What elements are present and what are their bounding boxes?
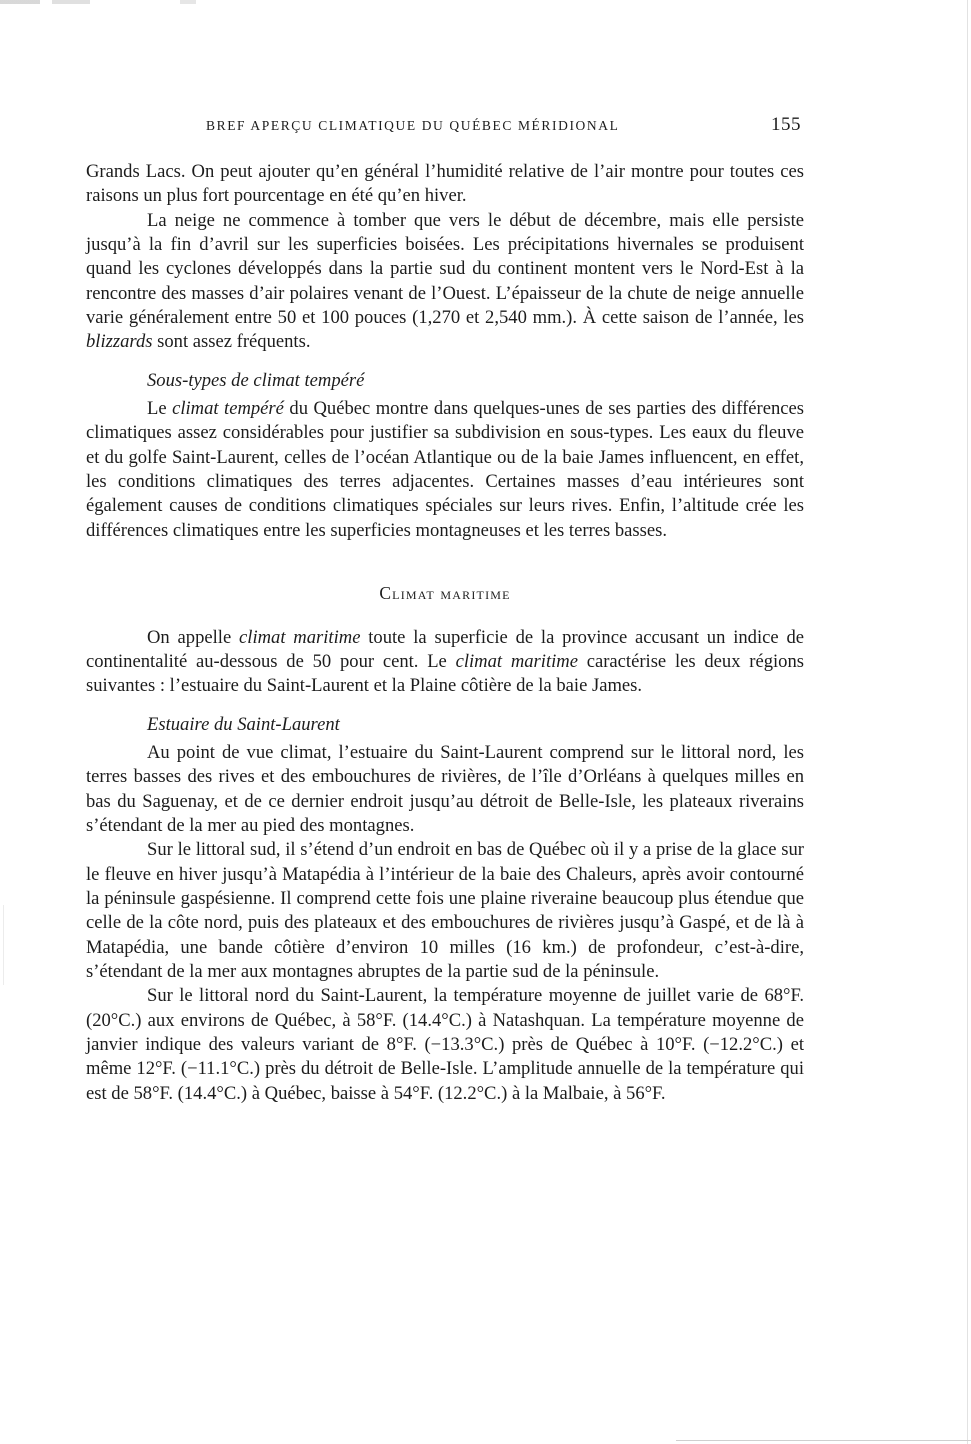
paragraph [86,626,804,699]
subsection-heading: Sous-types de climat tempéré [147,369,365,391]
paragraph: Au point de vue climat, l’estuaire du Saint-Laurent comprend sur le littoral nord, les terres basses des rives et des embouchures de rivières, de l’île d’Orléans à quelques milles en bas du Saguenay, et de ce dernier endroit jusqu’au détroit de Belle-Isle, les plateaux riverains s’étendant de la mer au pied des montagnes. [86,741,804,836]
scan-edge-mark [0,0,200,4]
paragraph [86,397,804,543]
text-run: toute la superficie de la province accusant un indice de continentalité au-dessous de 50 pour cent. Le [86,626,804,672]
paragraph: Sur le littoral nord du Saint-Laurent, la température moyenne de juillet varie de 68°F. (20°C.) aux environs de Québec, à 58°F. (14.4°C.) à Natashquan. La température moyenne de janvier indique des valeurs variant de 8°F. (−13.3°C.) près de Québec à 10°F. (−12.2°C.) et même 12°F. (−11.1°C.) près du détroit de Belle-Isle. L’amplitude annuelle de la température qui est de 58°F. (14.4°C.) à Québec, baisse à 54°F. (12.2°C.) à la Malbaie, à 56°F. [86,985,804,1104]
scan-edge-mark [967,0,968,1444]
section-heading: Climat maritime [379,583,511,604]
text-run: La neige ne commence à tomber que vers le début de décembre, mais elle persiste jusqu’à la fin d’avril sur les superficies boisées. Les précipitations hivernales se produisent quand les cyclones développés dans la partie sud du continent montent vers le Nord-Est à la rencontre des masses d’air polaires venant de l’Ouest. L’épaisseur de la chute de neige annuelle varie généralement entre 50 et 100 pouces (1,270 et 2,540 mm.). À cette saison de l’année, les [86,209,804,329]
emphasis: climat maritime [455,650,578,672]
scan-edge-mark [676,1440,971,1441]
page-number: 155 [771,114,801,135]
emphasis: blizzards [86,331,153,353]
running-head: BREF APERÇU CLIMATIQUE DU QUÉBEC MÉRIDIONAL [206,118,620,133]
text-run: du Québec montre dans quelques-unes de ses parties des différences climatiques assez considérables pour justifier sa subdivision en sous-types. Les eaux du fleuve et du golfe Saint-Laurent, celles de l’océan Atlantique ou de la baie James influencent, en effet, les conditions climatiques des terres adjacentes. Certaines masses d’eau intérieures sont également causes de conditions climatiques spéciales sur leurs rives. Enfin, l’altitude crée les différences climatiques entre les superficies montagneuses et les terres basses. [86,398,804,541]
text-run: On appelle [147,626,240,648]
subsection-heading: Estuaire du Saint-Laurent [147,713,340,735]
text-run: sont assez fréquents. [152,331,311,353]
paragraph: Sur le littoral sud, il s’étend d’un endroit en bas de Québec où il y a prise de la glace sur le fleuve en hiver jusqu’à Matapédia à l’intérieur de la baie des Chaleurs, après avoir contourné la péninsule gaspésienne. Il comprend cette fois une plaine riveraine beaucoup plus étendue que celle de la côte nord, puis des plateaux et des embouchures de rivières jusqu’à Gaspé, et de là à Matapédia, une bande côtière d’environ 10 milles (16 km.) de profondeur, c’est-à-dire, s’étendant de la mer aux montagnes abruptes de la partie sud de la péninsule. [86,839,804,982]
scan-edge-mark [3,905,4,985]
paragraph [86,209,804,355]
emphasis: climat maritime [239,626,361,648]
text-run: Le [147,398,173,420]
paragraph: Grands Lacs. On peut ajouter qu’en général l’humidité relative de l’air montre pour toutes ces raisons un plus fort pourcentage en été qu’en hiver. [86,161,804,207]
body-text [86,160,804,1106]
emphasis: climat tempéré [172,398,284,420]
text-run: caractérise les deux régions suivantes : l’estuaire du Saint-Laurent et la Plaine côtière de la baie James. [86,650,804,697]
